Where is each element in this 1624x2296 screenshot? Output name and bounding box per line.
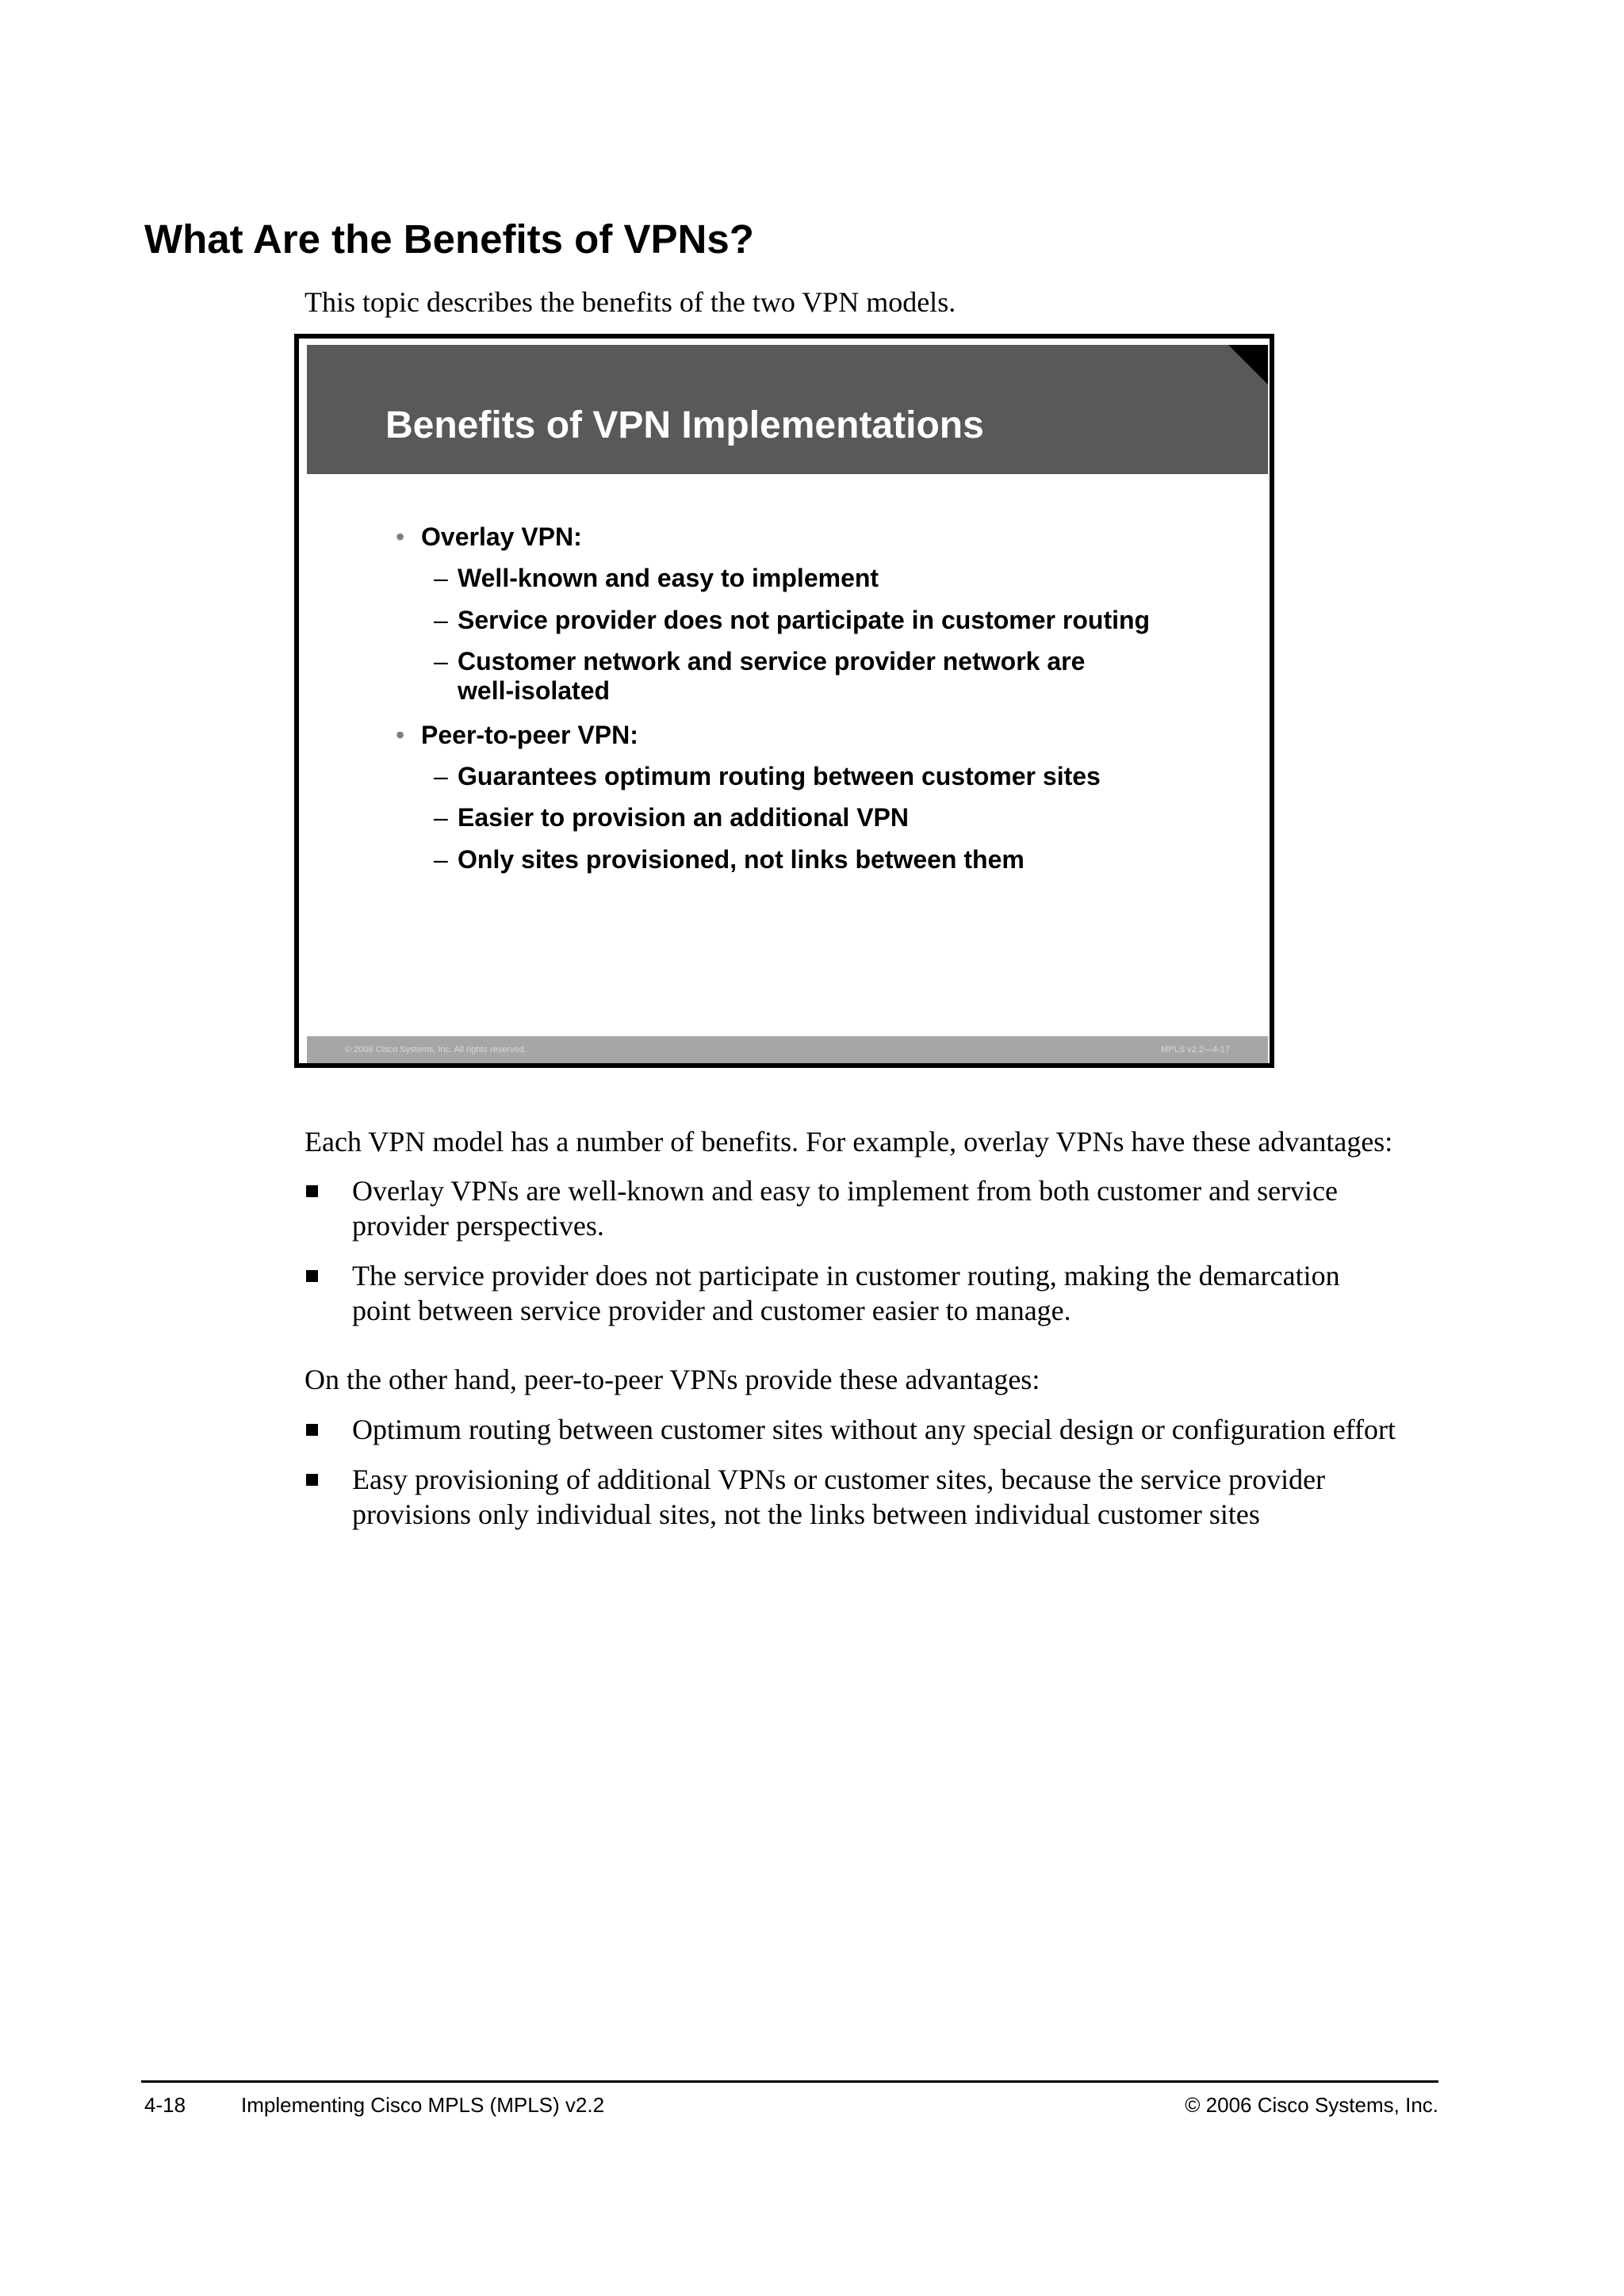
intro-text: This topic describes the benefits of the two VPN models. <box>304 286 956 318</box>
footer-copyright: © 2006 Cisco Systems, Inc. <box>1185 2093 1438 2117</box>
slide-sub-item: – Customer network and service provider network are <box>434 647 1086 675</box>
square-bullet-icon <box>306 1185 318 1197</box>
square-bullet-icon <box>306 1424 318 1436</box>
list-item: The service provider does not participate in customer routing, making the demarcation point between service provider and customer easier to manage. <box>352 1258 1446 1328</box>
slide-body <box>299 339 1270 1063</box>
footer-divider <box>141 2080 1438 2083</box>
dash-marker: – <box>434 564 448 592</box>
slide-figure <box>294 334 1274 1068</box>
book-title: Implementing Cisco MPLS (MPLS) v2.2 <box>241 2093 605 2117</box>
body-paragraph: On the other hand, peer-to-peer VPNs provide these advantages: <box>304 1364 1040 1395</box>
dash-marker: – <box>434 845 448 874</box>
slide-footer-code: MPLS v2.2—4-17 <box>1161 1045 1230 1054</box>
list-item: Optimum routing between customer sites without any special design or configuration effort <box>352 1412 1446 1447</box>
page-number: 4-18 <box>144 2093 186 2117</box>
bullet-dot: • <box>396 522 405 551</box>
slide-sub-item-continuation: well-isolated <box>458 676 611 705</box>
bullet-dot: • <box>396 721 405 749</box>
slide-sub-item: – Guarantees optimum routing between customer sites <box>434 762 1101 790</box>
slide-sub-item: – Easier to provision an additional VPN <box>434 803 909 832</box>
slide-title: Benefits of VPN Implementations <box>385 404 984 446</box>
slide-sub-item: – Only sites provisioned, not links between them <box>434 845 1025 874</box>
dash-marker: – <box>434 762 448 790</box>
list-item: Overlay VPNs are well-known and easy to implement from both customer and service provider perspectives. <box>352 1173 1446 1243</box>
slide-sub-item: – Service provider does not participate in customer routing <box>434 606 1151 634</box>
square-bullet-icon <box>306 1474 318 1486</box>
dash-marker: – <box>434 606 448 634</box>
page-heading: What Are the Benefits of VPNs? <box>144 216 754 262</box>
slide-bullet-overlay: • Overlay VPN: <box>396 522 582 551</box>
slide-bullet-peer-to-peer: • Peer-to-peer VPN: <box>396 721 638 749</box>
slide-sub-item: – Well-known and easy to implement <box>434 564 879 592</box>
list-item: Easy provisioning of additional VPNs or customer sites, because the service provider provisions only individual sites, not the links between individual customer sites <box>352 1462 1446 1532</box>
square-bullet-icon <box>306 1270 318 1282</box>
dash-marker: – <box>434 647 448 675</box>
dash-marker: – <box>434 803 448 832</box>
slide-footer-copyright: © 2006 Cisco Systems, Inc. All rights reserved. <box>345 1045 527 1054</box>
body-paragraph: Each VPN model has a number of benefits. For example, overlay VPNs have these advantages: <box>304 1126 1393 1158</box>
slide-footer <box>307 1036 1268 1063</box>
